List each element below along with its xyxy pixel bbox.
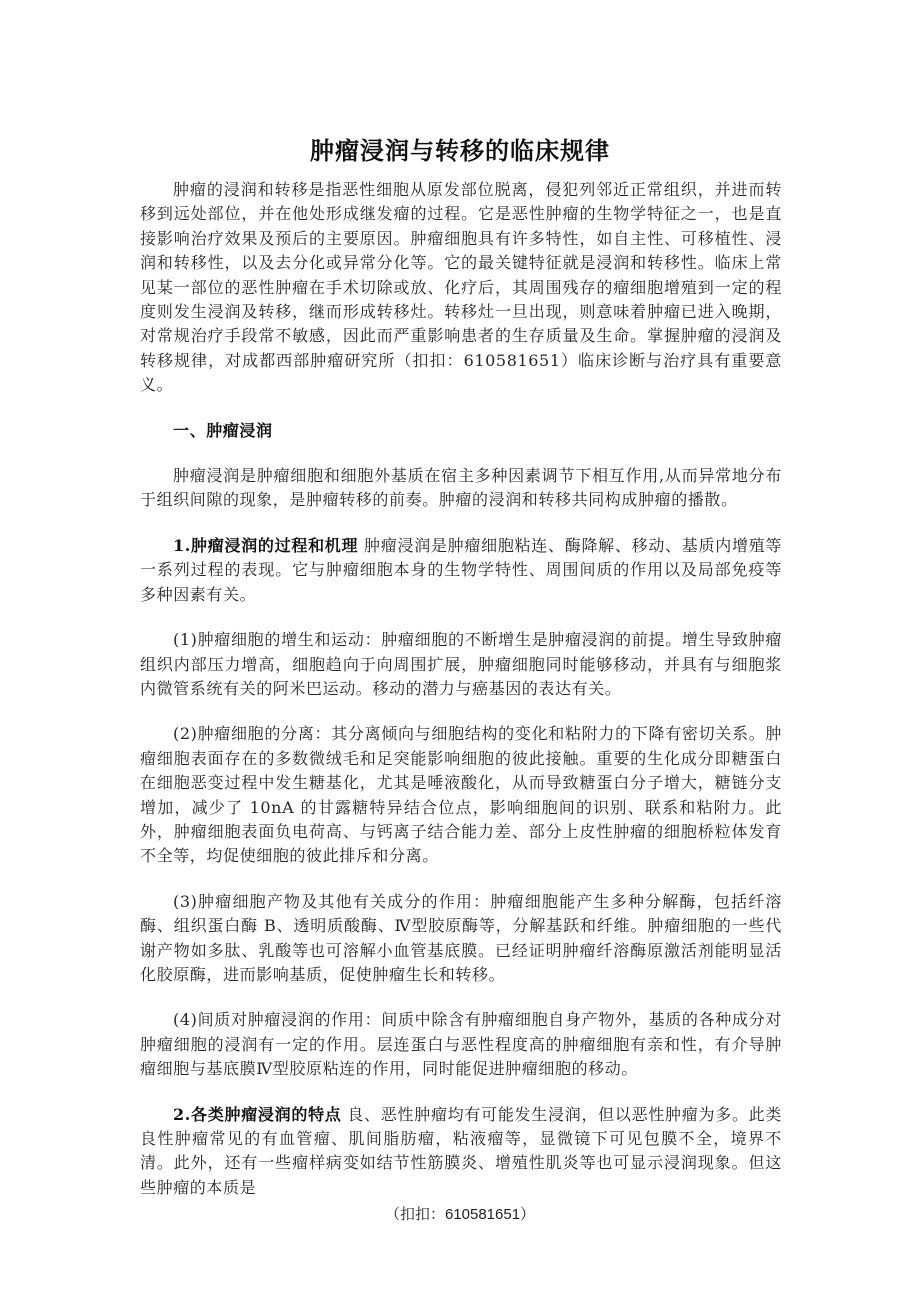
item2-paragraph: [140, 1103, 782, 1201]
section-heading: 一、肿瘤浸润: [173, 420, 273, 440]
section-intro-paragraph: 肿瘤浸润是肿瘤细胞和细胞外基质在宿主多种因素调节下相互作用,从而异常地分布于组织间隙的现象，是肿瘤转移的前奏。肿瘤的浸润和转移共同构成肿瘤的播散。: [140, 466, 782, 510]
page-title: 肿瘤浸润与转移的临床规律: [310, 136, 610, 166]
sub-item-4: (4)间质对肿瘤浸润的作用：间质中除含有肿瘤细胞自身产物外，基质的各种成分对肿瘤细胞的浸润有一定的作用。层连蛋白与恶性程度高的肿瘤细胞有亲和性，有介导肿瘤细胞与基底膜Ⅳ型胶原粘连的作用，同时能促进肿瘤细胞的移动。: [140, 1010, 782, 1079]
item1-paragraph: [140, 534, 782, 607]
item1-text: 肿瘤浸润是肿瘤细胞粘连、酶降解、移动、基质内增殖等一系列过程的表现。它与肿瘤细胞本身的生物学特性、周围间质的作用以及局部免疫等多种因素有关。: [140, 535, 782, 604]
item2-text: 良、恶性肿瘤均有可能发生浸润，但以恶性肿瘤为多。此类良性肿瘤常见的有血管瘤、肌间脂肪瘤，粘液瘤等，显微镜下可见包膜不全，境界不清。此外，还有一些瘤样病变如结节性筋膜炎、增殖性肌炎等也可显示浸润现象。但这些肿瘤的本质是: [140, 1104, 782, 1197]
sub-item-2: (2)肿瘤细胞的分离：其分离倾向与细胞结构的变化和粘附力的下降有密切关系。肿瘤细胞表面存在的多数微绒毛和足突能影响细胞的彼此接触。重要的生化成分即糖蛋白在细胞恶变过程中发生糖基化，尤其是唾液酸化，从而导致糖蛋白分子增大，糖链分支增加，减少了 10nA 的甘露糖特异结合位点，影响细胞间的识别、联系和粘附力。此外，肿瘤细胞表面负电荷高、与钙离子结合能力差、部分上皮性肿瘤的细胞桥粒体发育不全等，均促使细胞的彼此排斥和分离。: [140, 724, 782, 866]
sub-item-3: (3)肿瘤细胞产物及其他有关成分的作用：肿瘤细胞能产生多种分解酶，包括纤溶酶、组织蛋白酶 B、透明质酸酶、Ⅳ型胶原酶等，分解基跃和纤维。肿瘤细胞的一些代谢产物如多肽、乳酸等也可溶解小血管基底膜。已经证明肿瘤纤溶酶原激活剂能明显活化胶原酶，进而影响基质，促使肿瘤生长和转移。: [140, 891, 782, 984]
intro-paragraph: 肿瘤的浸润和转移是指恶性细胞从原发部位脱离，侵犯列邻近正常组织，并进而转移到远处部位，并在他处形成继发瘤的过程。它是恶性肿瘤的生物学特征之一，也是直接影响治疗效果及预后的主要原因。肿瘤细胞具有许多特性，如自主性、可移植性、浸润和转移性，以及去分化或异常分化等。它的最关键特征就是浸润和转移性。临床上常见某一部位的恶性肿瘤在手术切除或放、化疗后，其周围残存的瘤细胞增殖到一定的程度则发生浸润及转移，继而形成转移灶。转移灶一旦出现，则意味着肿瘤已进入晚期，对常规治疗手段常不敏感，因此而严重影响患者的生存质量及生命。掌握肿瘤的浸润及转移规律，对成都西部肿瘤研究所（扣扣：610581651）临床诊断与治疗具有重要意义。: [140, 180, 782, 395]
document-body: [140, 178, 782, 1197]
page-footer: （扣扣：610581651）: [384, 1206, 536, 1223]
item2-label: 2.各类肿瘤浸润的特点: [173, 1104, 342, 1124]
sub-item-1: (1)肿瘤细胞的增生和运动：肿瘤细胞的不断增生是肿瘤浸润的前提。增生导致肿瘤组织内部压力增高，细胞趋向于向周围扩展，肿瘤细胞同时能够移动，并具有与细胞浆内微管系统有关的阿米巴运动。移动的潜力与癌基因的表达有关。: [140, 630, 782, 698]
item1-label: 1.肿瘤浸润的过程和机理: [173, 535, 359, 555]
